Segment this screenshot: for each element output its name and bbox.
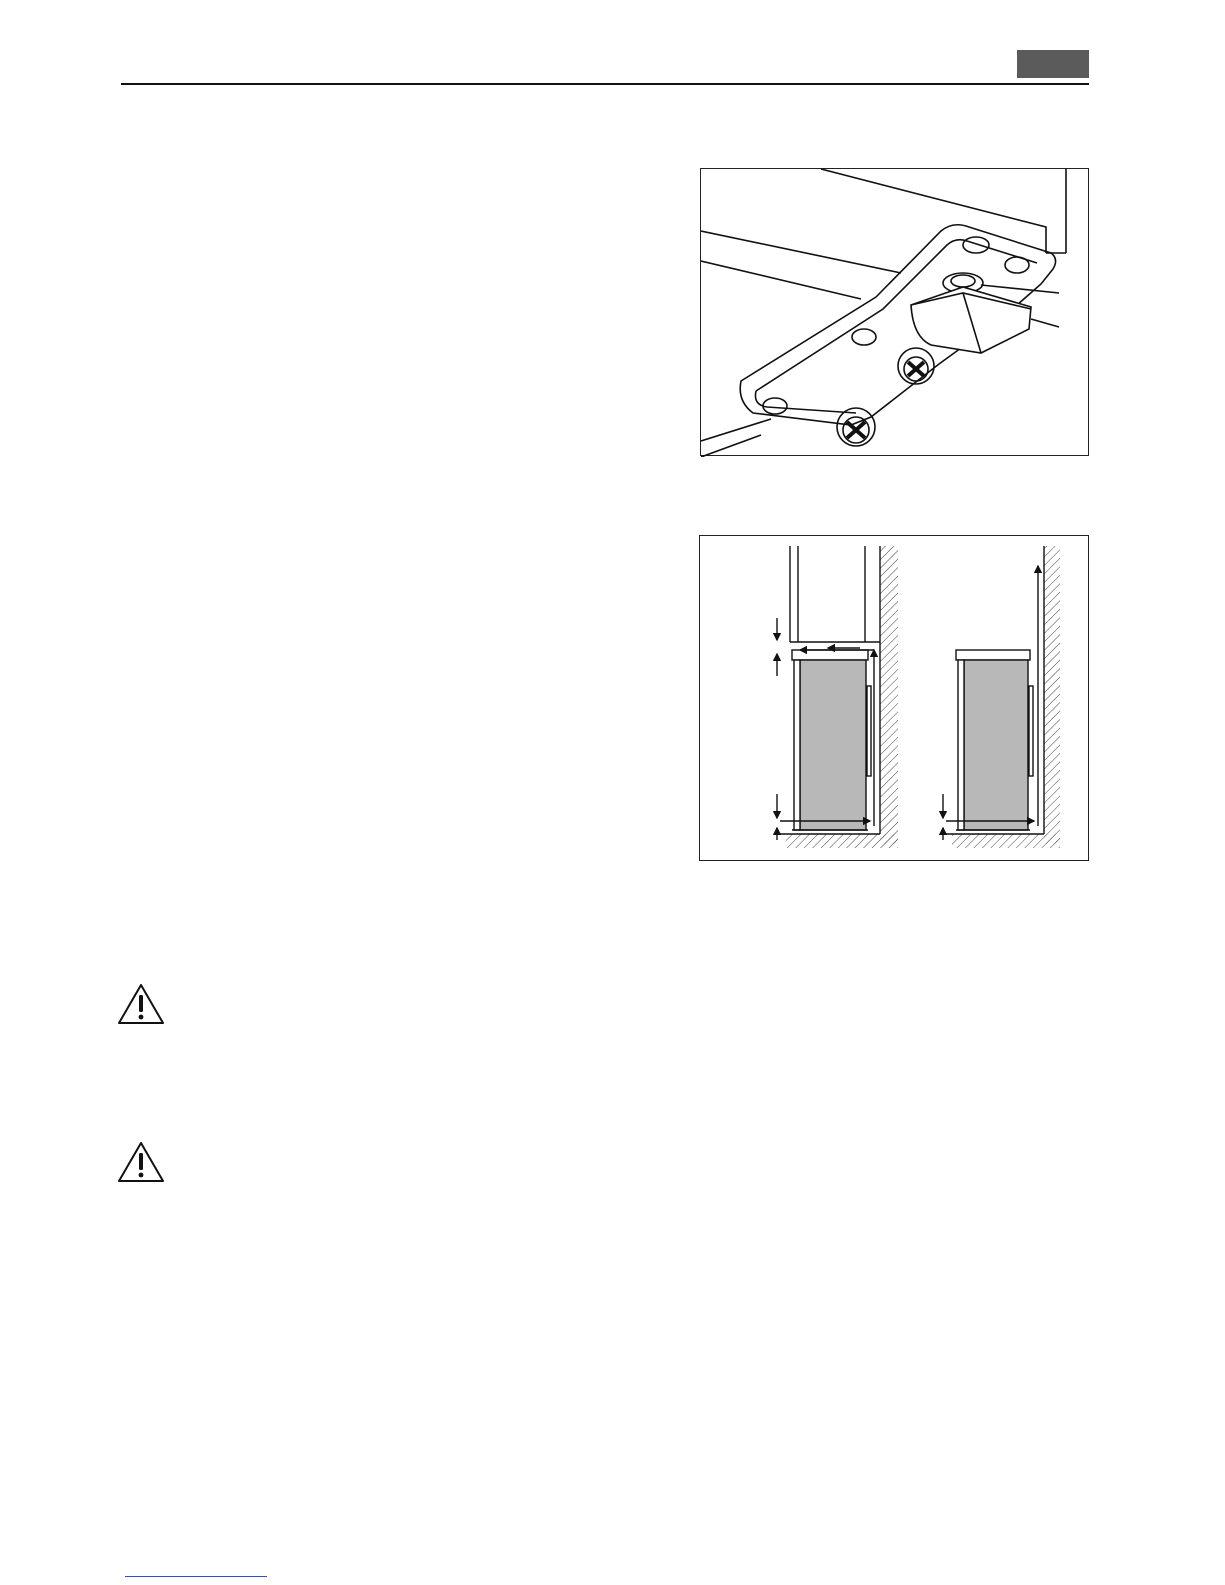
- ventilation-figure: [699, 535, 1089, 861]
- warning-triangle-icon: [116, 982, 166, 1026]
- header-rule: [121, 83, 1089, 85]
- ventilation-diagram: [700, 536, 1090, 862]
- warning-triangle-icon: [116, 1140, 166, 1184]
- hinge-figure: [700, 168, 1089, 456]
- hinge-illustration: [701, 169, 1090, 457]
- page-number-tab: [1017, 50, 1089, 78]
- footer-link-underline[interactable]: [125, 1576, 267, 1577]
